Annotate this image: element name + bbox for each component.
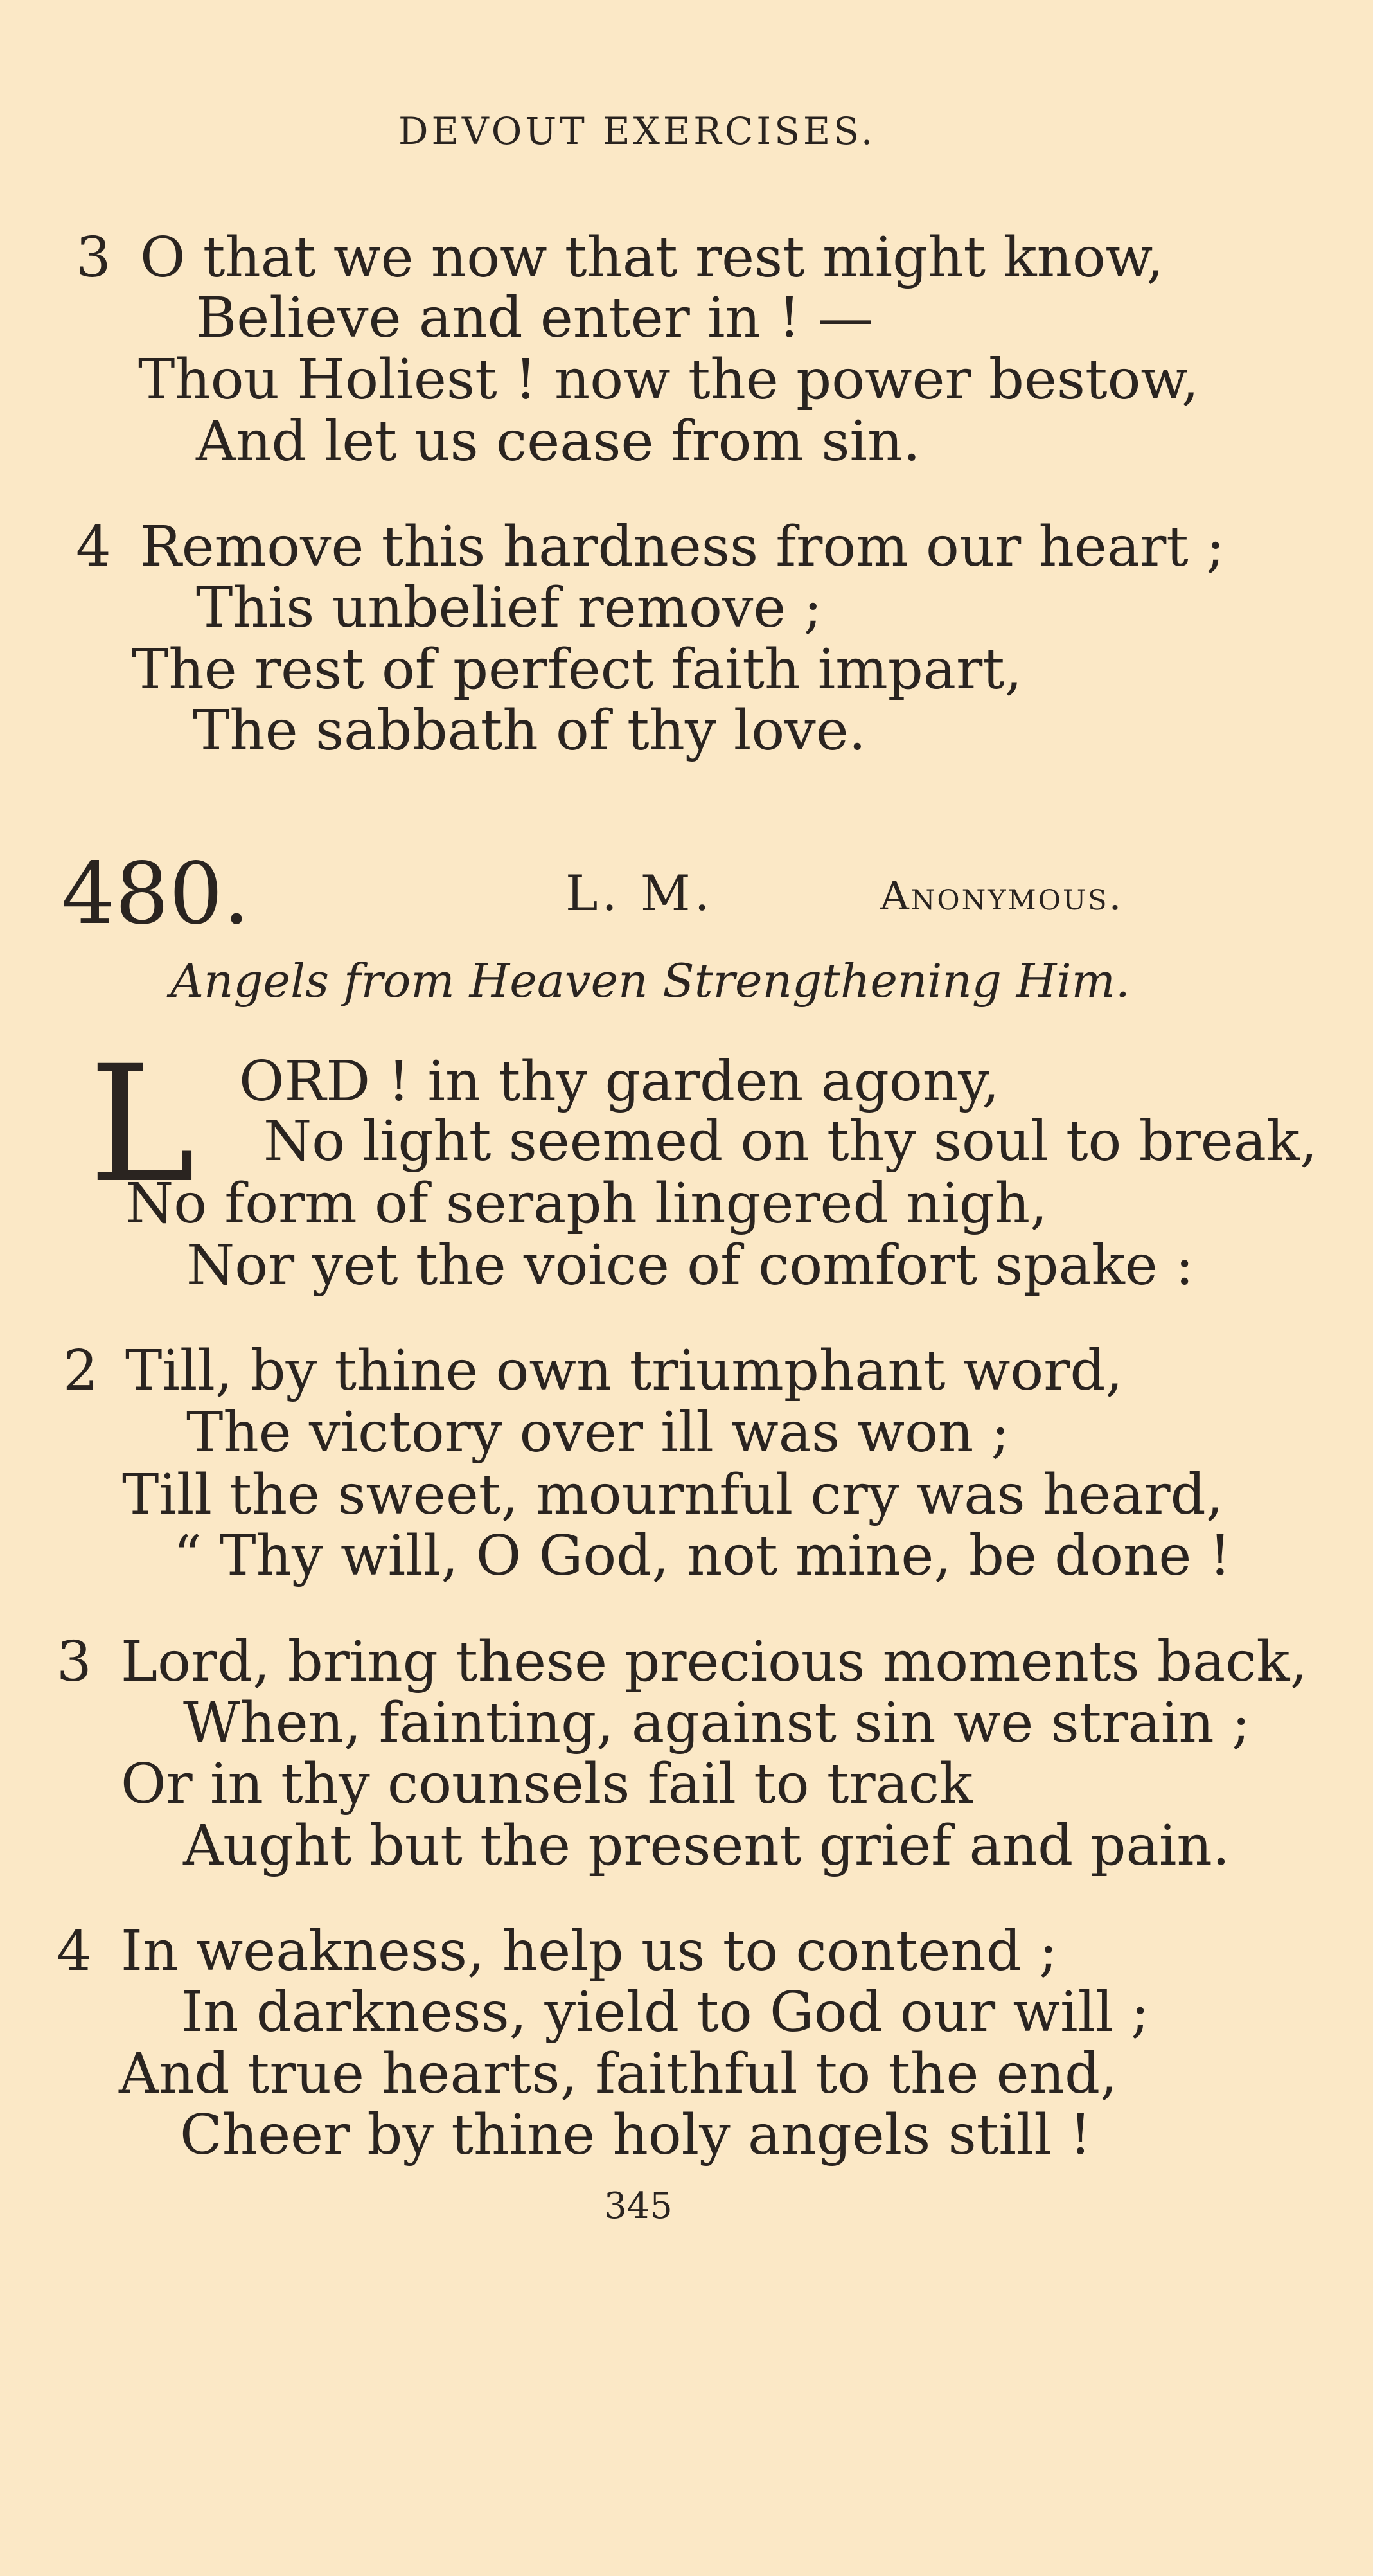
verse-line: In darkness, yield to God our will ;	[181, 1980, 1149, 2044]
drop-cap: L	[89, 1031, 196, 1218]
verse-line: Remove this hardness from our heart ;	[140, 515, 1225, 579]
verse-line: And let us cease from sin.	[196, 409, 921, 474]
verse-line: No form of seraph lingered nigh,	[125, 1172, 1048, 1236]
stanza-number: 2	[63, 1339, 98, 1403]
hymn-author: Anonymous.	[880, 872, 1124, 919]
hymn-number: 480.	[61, 845, 250, 944]
verse-line: “ Thy will, O God, not mine, be done !	[173, 1524, 1232, 1588]
stanza-number: 3	[76, 226, 111, 290]
verse-line: The sabbath of thy love.	[193, 699, 866, 763]
verse-line: And true hearts, faithful to the end,	[119, 2042, 1118, 2106]
stanza-number: 4	[76, 515, 111, 579]
stanza-number: 4	[57, 1919, 92, 1983]
verse-line: In weakness, help us to contend ;	[121, 1919, 1058, 1983]
running-header: DEVOUT EXERCISES.	[398, 109, 876, 153]
verse-line: Aught but the present grief and pain.	[183, 1814, 1230, 1878]
verse-line: O that we now that rest might know,	[140, 226, 1164, 290]
page-number: 345	[604, 2185, 673, 2227]
verse-line: This unbelief remove ;	[196, 576, 822, 640]
stanza-number: 3	[57, 1630, 92, 1694]
verse-line: Till the sweet, mournful cry was heard,	[122, 1463, 1224, 1527]
verse-line: Till, by thine own triumphant word,	[125, 1339, 1123, 1403]
hymn-subtitle: Angels from Heaven Strengthening Him.	[170, 954, 1130, 1008]
verse-line: ORD ! in thy garden agony,	[239, 1050, 1000, 1114]
verse-line: Lord, bring these precious moments back,	[121, 1630, 1307, 1694]
hymn-meter: L. M.	[565, 864, 714, 922]
verse-line: Cheer by thine holy angels still !	[180, 2103, 1092, 2167]
verse-line: Nor yet the voice of comfort spake :	[186, 1233, 1194, 1298]
verse-line: When, fainting, against sin we strain ;	[183, 1691, 1250, 1755]
verse-line: The victory over ill was won ;	[186, 1400, 1010, 1465]
verse-line: No light seemed on thy soul to break,	[263, 1109, 1318, 1174]
verse-line: Believe and enter in ! —	[196, 286, 874, 350]
verse-line: Or in thy counsels fail to track	[121, 1752, 973, 1816]
verse-line: The rest of perfect faith impart,	[132, 638, 1023, 702]
verse-line: Thou Holiest ! now the power bestow,	[138, 348, 1200, 412]
